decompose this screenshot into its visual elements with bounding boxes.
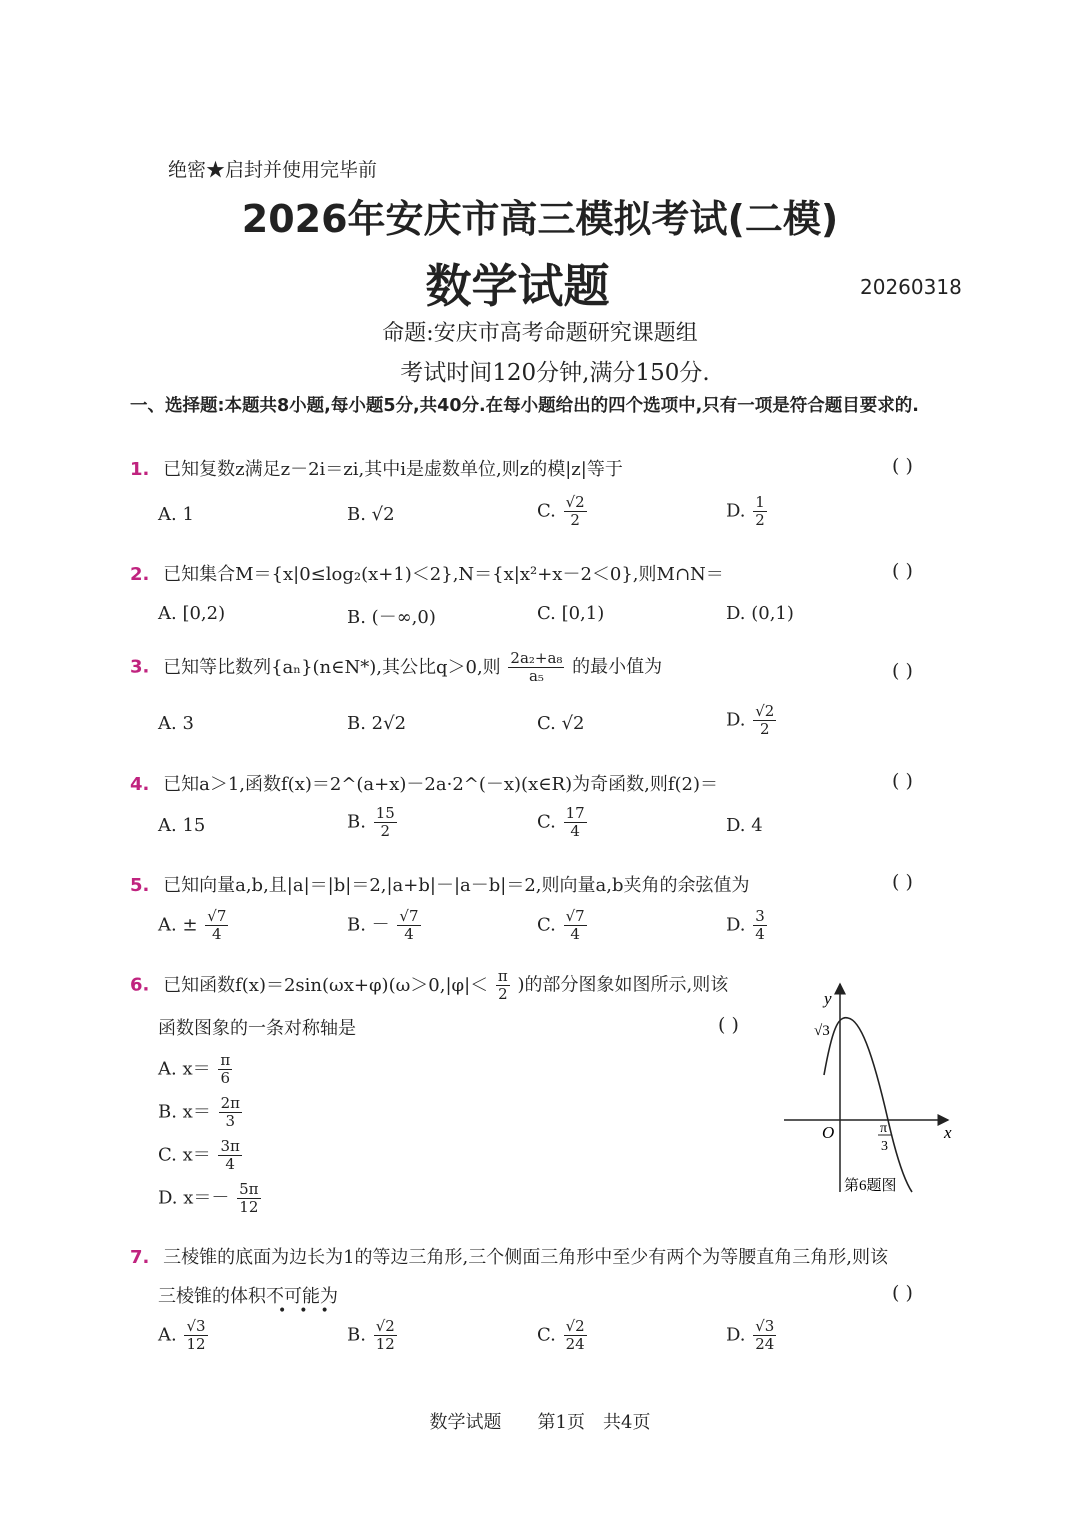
question-6-line2: 函数图象的一条对称轴是 (158, 1018, 356, 1039)
option-b (347, 805, 399, 840)
option-label: B. x＝ (158, 1101, 211, 1123)
numerator: π (497, 967, 508, 985)
numerator: √2 (565, 1317, 585, 1335)
question-text: 已知向量a,b,且|a|＝|b|＝2,|a+b|－|a－b|＝2,则向量a,b夹角的余弦值为 (163, 875, 750, 896)
fraction (753, 494, 767, 529)
option-c (537, 1318, 589, 1353)
option-label: C. (537, 811, 556, 833)
option-b (347, 1318, 399, 1353)
question-text: 三棱锥的底面为边长为1的等边三角形,三个侧面三角形中至少有两个为等腰直角三角形,则该 (163, 1247, 889, 1268)
option-b: B. 2√2 (347, 713, 407, 734)
denominator: 12 (375, 1335, 395, 1353)
option-c (537, 908, 589, 943)
option-label: C. (537, 914, 556, 936)
option-d (158, 1181, 263, 1216)
fraction (374, 1318, 397, 1353)
question-number: 6. (130, 974, 150, 996)
question-number: 5. (130, 875, 150, 896)
question-3 (130, 650, 662, 685)
denominator: 2 (570, 511, 580, 529)
question-number: 7. (130, 1247, 150, 1268)
function-curve (824, 1018, 912, 1192)
option-b (158, 1095, 244, 1130)
confidential-note: 绝密★启封并使用完毕前 (168, 159, 378, 181)
option-label: D. x＝－ (158, 1187, 230, 1209)
option-d (726, 494, 769, 529)
option-label: A. (158, 1324, 177, 1346)
option-d (726, 908, 769, 943)
exam-duration: 考试时间120分钟,满分150分. (400, 360, 710, 386)
numerator: 3 (755, 907, 765, 925)
fraction (218, 1052, 232, 1087)
option-c: C. [0,1) (537, 603, 605, 624)
numerator: √7 (399, 907, 419, 925)
option-label: D. (726, 709, 746, 731)
answer-blank: ( ) (892, 770, 913, 792)
fraction (564, 908, 587, 943)
fraction (564, 494, 587, 529)
option-d (726, 1318, 778, 1353)
numerator: 5π (239, 1180, 259, 1198)
option-label: D. (726, 914, 746, 936)
figure-caption: 第6题图 (844, 1178, 897, 1194)
option-a (158, 1052, 234, 1087)
numerator: 2π (220, 1094, 240, 1112)
option-d: D. 4 (726, 815, 763, 836)
fraction (237, 1181, 260, 1216)
denominator: 12 (186, 1335, 206, 1353)
numerator: √3 (186, 1317, 206, 1335)
page-footer: 数学试题 第1页 共4页 (429, 1412, 651, 1433)
numerator: 1 (755, 493, 765, 511)
denominator: 2 (498, 985, 508, 1003)
answer-blank: ( ) (892, 871, 913, 893)
option-c (537, 494, 589, 529)
numerator: √2 (375, 1317, 395, 1335)
numerator: √7 (565, 907, 585, 925)
denominator: 4 (755, 925, 765, 943)
question-text: 已知复数z满足z－2i＝zi,其中i是虚数单位,则z的模|z|等于 (163, 459, 623, 480)
numerator: 17 (565, 804, 585, 822)
numerator: √3 (755, 1317, 775, 1335)
option-label: C. (537, 1324, 556, 1346)
numerator: √2 (755, 702, 775, 720)
option-b (347, 908, 423, 943)
denominator: 2 (380, 822, 390, 840)
numerator: 15 (375, 804, 395, 822)
option-c (537, 805, 589, 840)
fraction (205, 908, 228, 943)
option-label: C. (537, 500, 556, 522)
option-c: C. √2 (537, 713, 585, 734)
option-label: D. (726, 500, 746, 522)
option-a: A. 1 (158, 504, 194, 525)
option-label: B. (347, 1324, 366, 1346)
fraction (508, 650, 564, 685)
emphasis-dots: ••• (278, 1303, 342, 1319)
question-text-tail: )的部分图象如图所示,则该 (517, 974, 729, 996)
answer-blank: ( ) (892, 1282, 913, 1304)
denominator: 2 (760, 720, 770, 738)
sine-graph-figure (780, 980, 960, 1200)
option-d: D. (0,1) (726, 603, 794, 624)
denominator: 4 (570, 925, 580, 943)
fraction (218, 1138, 241, 1173)
section-intro: 一、选择题:本题共8小题,每小题5分,共40分.在每小题给出的四个选项中,只有一项是符合题目要求的. (130, 396, 919, 416)
question-text: 已知等比数列{aₙ}(n∈N*),其公比q＞0,则 (163, 656, 501, 678)
option-label: D. (726, 1324, 746, 1346)
denominator: 4 (212, 925, 222, 943)
denominator: a₅ (528, 667, 544, 685)
numerator: √2 (565, 493, 585, 511)
question-5 (130, 871, 750, 897)
fraction (397, 908, 420, 943)
answer-blank: ( ) (892, 455, 913, 477)
fraction (219, 1095, 242, 1130)
fraction (374, 805, 397, 840)
fraction (753, 1318, 776, 1353)
option-a: A. 15 (158, 815, 206, 836)
question-text: 已知集合M＝{x|0≤log₂(x+1)＜2},N＝{x|x²+x－2＜0},则M∩N＝ (163, 564, 724, 585)
option-a: A. 3 (158, 713, 194, 734)
x-tick-numerator: π (880, 1121, 888, 1136)
numerator: 2a₂+a₈ (510, 649, 563, 667)
fraction (496, 968, 510, 1003)
denominator: 6 (220, 1069, 231, 1087)
fraction (564, 1318, 587, 1353)
question-text: 已知a＞1,函数f(x)＝2^(a+x)－2a·2^(－x)(x∈R)为奇函数,则f(2)＝ (163, 774, 719, 795)
option-label: B. (347, 811, 366, 833)
option-b: B. √2 (347, 504, 395, 525)
option-label: A. ± (158, 914, 198, 936)
answer-blank: ( ) (892, 560, 913, 582)
denominator: 4 (225, 1155, 235, 1173)
option-b: B. (－∞,0) (347, 607, 436, 628)
numerator: 3π (220, 1137, 240, 1155)
exam-author: 命题:安庆市高考命题研究课题组 (382, 321, 698, 346)
y-axis-label: y (824, 989, 832, 1008)
option-d (726, 703, 778, 738)
x-tick-denominator: 3 (881, 1139, 888, 1154)
denominator: 4 (570, 822, 580, 840)
denominator: 24 (565, 1335, 585, 1353)
denominator: 4 (404, 925, 414, 943)
question-number: 2. (130, 564, 150, 585)
question-number: 4. (130, 774, 150, 795)
option-c (158, 1138, 244, 1173)
denominator: 12 (239, 1198, 259, 1216)
origin-label: O (822, 1123, 835, 1142)
option-a: A. [0,2) (158, 603, 226, 624)
denominator: 2 (755, 511, 765, 529)
numerator: √7 (207, 907, 227, 925)
option-label: C. x＝ (158, 1144, 211, 1166)
fraction (753, 908, 767, 943)
numerator: π (220, 1051, 231, 1069)
exam-code: 20260318 (860, 275, 962, 299)
option-a (158, 1318, 210, 1353)
option-a (158, 908, 230, 943)
question-number: 1. (130, 459, 150, 480)
option-label: A. x＝ (158, 1058, 211, 1080)
question-text-tail: 的最小值为 (572, 656, 663, 678)
fraction (753, 703, 776, 738)
question-4 (130, 770, 718, 796)
question-1 (130, 455, 623, 481)
y-tick-label: √3 (814, 1023, 830, 1039)
question-7 (130, 1243, 888, 1269)
fraction (564, 805, 587, 840)
denominator: 24 (755, 1335, 775, 1353)
question-6 (130, 968, 728, 1003)
option-label: B. － (347, 914, 390, 936)
denominator: 3 (225, 1112, 236, 1130)
exam-title: 2026年安庆市高三模拟考试(二模) (241, 197, 839, 241)
x-axis-label: x (944, 1123, 952, 1142)
subject-title: 数学试题 (425, 259, 610, 313)
question-text: 已知函数f(x)＝2sin(ωx+φ)(ω＞0,|φ|＜ (163, 974, 489, 996)
question-2 (130, 560, 724, 586)
answer-blank: ( ) (892, 660, 913, 682)
question-7-line2: 三棱锥的体积不可能为 (158, 1286, 338, 1307)
question-number: 3. (130, 656, 150, 678)
fraction (184, 1318, 207, 1353)
answer-blank: ( ) (718, 1014, 739, 1036)
